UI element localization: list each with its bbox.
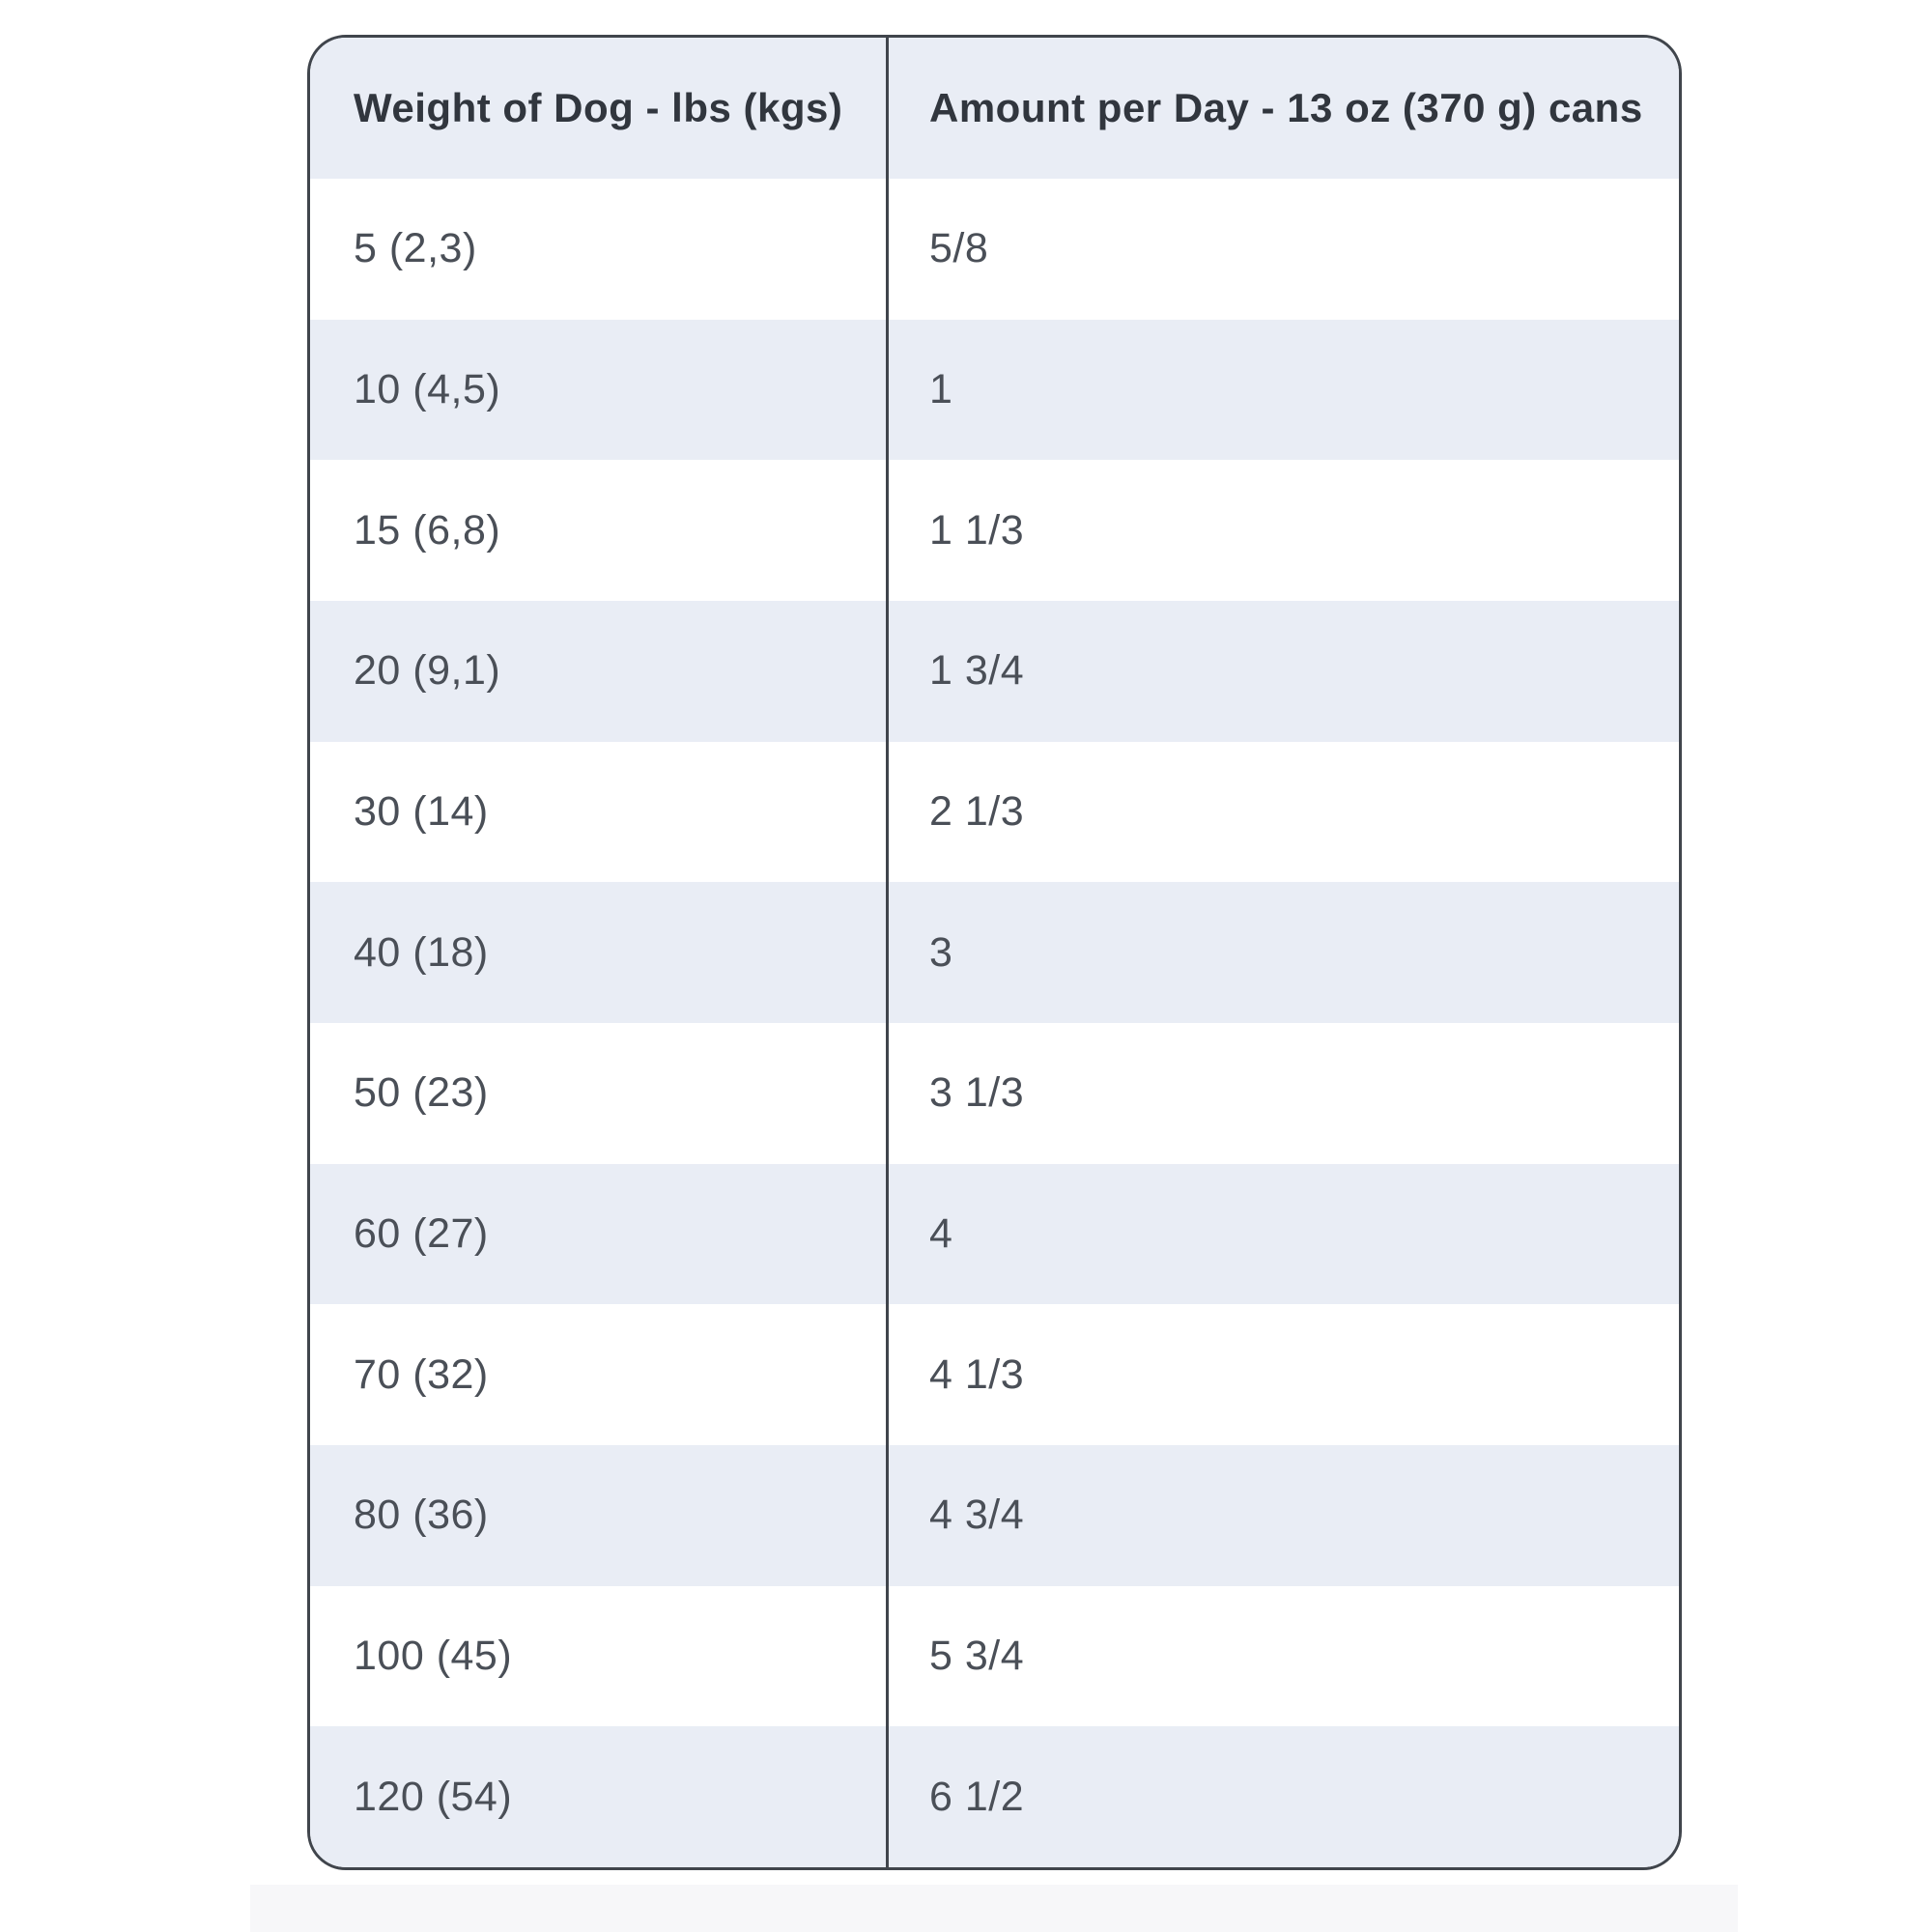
weight-cell: 5 (2,3) [354, 225, 477, 272]
column-header-weight: Weight of Dog - lbs (kgs) [354, 85, 843, 130]
table-row [310, 179, 1679, 320]
amount-cell: 6 1/2 [929, 1773, 1025, 1820]
table-row [310, 882, 1679, 1023]
amount-cell: 2 1/3 [929, 788, 1025, 836]
amount-cell: 4 [929, 1210, 953, 1258]
weight-cell: 100 (45) [354, 1633, 513, 1680]
amount-cell: 1 [929, 366, 953, 412]
weight-cell: 30 (14) [354, 788, 489, 836]
table-row [310, 1726, 1679, 1867]
amount-cell: 4 1/3 [929, 1350, 1025, 1398]
weight-cell: 10 (4,5) [354, 366, 501, 412]
weight-cell: 50 (23) [354, 1069, 489, 1117]
amount-cell: 3 1/3 [929, 1069, 1025, 1117]
table-row [310, 1445, 1679, 1586]
weight-cell: 40 (18) [354, 928, 489, 976]
weight-cell: 15 (6,8) [354, 506, 501, 554]
weight-cell: 70 (32) [354, 1350, 489, 1398]
amount-cell: 3 [929, 928, 953, 976]
table-row [310, 460, 1679, 601]
column-header-amount: Amount per Day - 13 oz (370 g) cans [929, 85, 1643, 130]
amount-cell: 1 3/4 [929, 647, 1025, 695]
weight-cell: 60 (27) [354, 1210, 489, 1258]
bottom-strip [250, 1885, 1738, 1932]
weight-cell: 80 (36) [354, 1492, 489, 1539]
feeding-guide-table [307, 35, 1682, 1870]
table-row [310, 320, 1679, 461]
amount-cell: 5/8 [929, 225, 989, 272]
amount-cell: 1 1/3 [929, 506, 1025, 554]
weight-cell: 120 (54) [354, 1773, 513, 1820]
table-row [310, 742, 1679, 883]
column-divider [886, 38, 889, 1867]
table-row [310, 1586, 1679, 1727]
table-row [310, 1164, 1679, 1305]
amount-cell: 5 3/4 [929, 1633, 1025, 1680]
table-row [310, 601, 1679, 742]
table-row [310, 1023, 1679, 1164]
table-row [310, 1304, 1679, 1445]
table-header-row [310, 38, 1679, 179]
weight-cell: 20 (9,1) [354, 647, 501, 695]
amount-cell: 4 3/4 [929, 1492, 1025, 1539]
